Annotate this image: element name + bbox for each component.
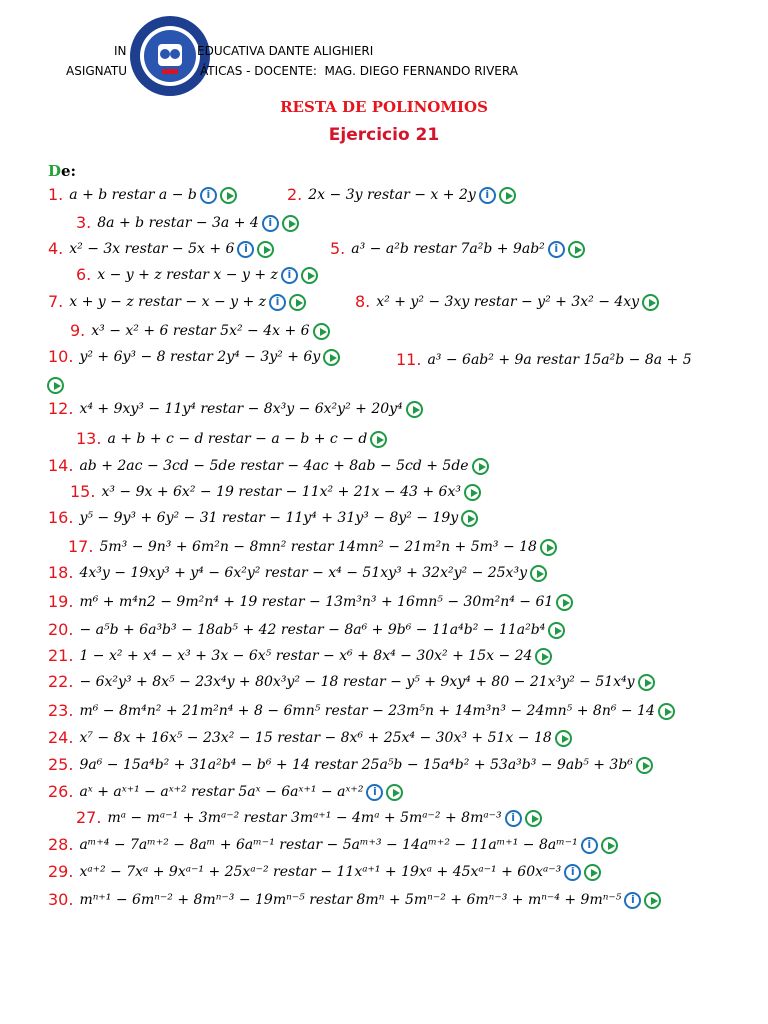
exercise-7: 7. x + y − z restar − x − y + z i [48,291,306,313]
play-icon[interactable] [636,757,653,774]
exercise-26: 26. aˣ + aˣ⁺¹ − aˣ⁺² restar 5aˣ − 6aˣ⁺¹ − aˣ⁺² i [48,781,403,803]
exercise-11: 11. a³ − 6ab² + 9a restar 15a²b − 8a + 5 [396,350,692,369]
exercise-17: 17. 5m³ − 9n³ + 6m²n − 8mn² restar 14mn² − 21m²n + 5m³ − 18 [68,536,557,558]
exercise-21: 21. 1 − x² + x⁴ − x³ + 3x − 6x⁵ restar − x⁶ + 8x⁴ − 30x² + 15x − 24 [48,645,552,667]
info-icon[interactable] [262,215,279,232]
exercise-8: 8. x² + y² − 3xy restar − y² + 3x² − 4xy [355,291,659,313]
exercise-13: 13. a + b + c − d restar − a − b + c − d [76,428,387,450]
page-title: RESTA DE POLINOMIOS [280,98,488,116]
header-institution-name: EDUCATIVA DANTE ALIGHIERI [197,44,374,58]
exercise-10: 10. y² + 6y³ − 8 restar 2y⁴ − 3y² + 6y [48,346,340,368]
play-icon[interactable] [555,730,572,747]
play-icon[interactable] [525,810,542,827]
exercise-3: 3. 8a + b restar − 3a + 4 i [76,212,299,234]
info-icon[interactable] [564,864,581,881]
exercise-2: 2. 2x − 3y restar − x + 2y i [287,184,516,206]
info-icon[interactable] [548,241,565,258]
play-icon[interactable] [257,241,274,258]
info-icon[interactable] [505,810,522,827]
exercise-18: 18. 4x³y − 19xy³ + y⁴ − 6x²y² restar − x⁴ − 51xy³ + 32x²y² − 25x³y [48,562,547,584]
info-icon[interactable] [479,187,496,204]
play-icon[interactable] [301,267,318,284]
info-icon[interactable] [200,187,217,204]
play-icon[interactable] [568,241,585,258]
play-icon[interactable] [370,431,387,448]
info-icon[interactable] [624,892,641,909]
exercise-9: 9. x³ − x² + 6 restar 5x² − 4x + 6 [70,320,330,342]
play-icon[interactable] [282,215,299,232]
exercise-14: 14. ab + 2ac − 3cd − 5de restar − 4ac + 8ab − 5cd + 5de [48,455,489,477]
play-icon[interactable] [556,594,573,611]
header-subject-teacher: ÁTICAS - DOCENTE: MAG. DIEGO FERNANDO RIVERA [200,64,518,78]
exercise-15: 15. x³ − 9x + 6x² − 19 restar − 11x² + 21x − 43 + 6x³ [70,481,481,503]
play-icon[interactable] [47,377,64,394]
info-icon[interactable] [281,267,298,284]
exercise-19: 19. m⁶ + m⁴n2 − 9m²n⁴ + 19 restar − 13m³n³ + 16mn⁵ − 30m²n⁴ − 61 [48,591,573,613]
exercise-5: 5. a³ − a²b restar 7a²b + 9ab² i [330,238,585,260]
play-icon[interactable] [406,401,423,418]
exercise-6: 6. x − y + z restar x − y + z i [76,264,318,286]
header-subject-prefix: ASIGNATU [66,64,128,78]
exercise-30: 30. mⁿ⁺¹ − 6mⁿ⁻² + 8mⁿ⁻³ − 19mⁿ⁻⁵ restar 8mⁿ + 5mⁿ⁻² + 6mⁿ⁻³ + mⁿ⁻⁴ + 9mⁿ⁻⁵ i [48,889,661,911]
exercise-23: 23. m⁶ − 8m⁴n² + 21m²n⁴ + 8 − 6mn⁵ restar − 23m⁵n + 14m³n³ − 24mn⁵ + 8n⁶ − 14 [48,700,675,722]
exercise-4: 4. x² − 3x restar − 5x + 6 i [48,238,274,260]
de-label: De: [48,162,77,180]
header-institution-prefix: IN [114,44,127,58]
exercise-title: Ejercicio 21 [328,125,440,145]
play-icon[interactable] [658,703,675,720]
info-icon[interactable] [269,294,286,311]
play-icon[interactable] [220,187,237,204]
exercise-11-play [44,374,64,396]
exercise-22: 22. − 6x²y³ + 8x⁵ − 23x⁴y + 80x³y² − 18 restar − y⁵ + 9xy⁴ + 80 − 21x³y² − 51x⁴y [48,671,655,693]
play-icon[interactable] [530,565,547,582]
exercise-25: 25. 9a⁶ − 15a⁴b² + 31a²b⁴ − b⁶ + 14 restar 25a⁵b − 15a⁴b² + 53a³b³ − 9ab⁵ + 3b⁶ [48,754,653,776]
exercise-29: 29. xᵃ⁺² − 7xᵃ + 9xᵃ⁻¹ + 25xᵃ⁻² restar − 11xᵃ⁺¹ + 19xᵃ + 45xᵃ⁻¹ + 60xᵃ⁻³ i [48,861,601,883]
play-icon[interactable] [584,864,601,881]
exercise-24: 24. x⁷ − 8x + 16x⁵ − 23x² − 15 restar − 8x⁶ + 25x⁴ − 30x³ + 51x − 18 [48,727,572,749]
play-icon[interactable] [540,539,557,556]
play-icon[interactable] [642,294,659,311]
play-icon[interactable] [464,484,481,501]
exercise-20: 20. − a⁵b + 6a³b³ − 18ab⁵ + 42 restar − 8a⁶ + 9b⁶ − 11a⁴b² − 11a²b⁴ [48,619,565,641]
info-icon[interactable] [237,241,254,258]
play-icon[interactable] [289,294,306,311]
play-icon[interactable] [601,837,618,854]
exercise-1: 1. a + b restar a − b i [48,184,237,206]
play-icon[interactable] [323,349,340,366]
play-icon[interactable] [313,323,330,340]
play-icon[interactable] [461,510,478,527]
info-icon[interactable] [366,784,383,801]
exercise-16: 16. y⁵ − 9y³ + 6y² − 31 restar − 11y⁴ + 31y³ − 8y² − 19y [48,507,478,529]
info-icon[interactable] [581,837,598,854]
exercise-27: 27. mᵃ − mᵃ⁻¹ + 3mᵃ⁻² restar 3mᵃ⁺¹ − 4mᵃ + 5mᵃ⁻² + 8mᵃ⁻³ i [76,807,542,829]
play-icon[interactable] [638,674,655,691]
play-icon[interactable] [499,187,516,204]
play-icon[interactable] [472,458,489,475]
play-icon[interactable] [386,784,403,801]
play-icon[interactable] [535,648,552,665]
exercise-12: 12. x⁴ + 9xy³ − 11y⁴ restar − 8x³y − 6x²y² + 20y⁴ [48,398,423,420]
exercise-28: 28. aᵐ⁺⁴ − 7aᵐ⁺² − 8aᵐ + 6aᵐ⁻¹ restar − 5aᵐ⁺³ − 14aᵐ⁺² − 11aᵐ⁺¹ − 8aᵐ⁻¹ i [48,834,618,856]
play-icon[interactable] [548,622,565,639]
play-icon[interactable] [644,892,661,909]
